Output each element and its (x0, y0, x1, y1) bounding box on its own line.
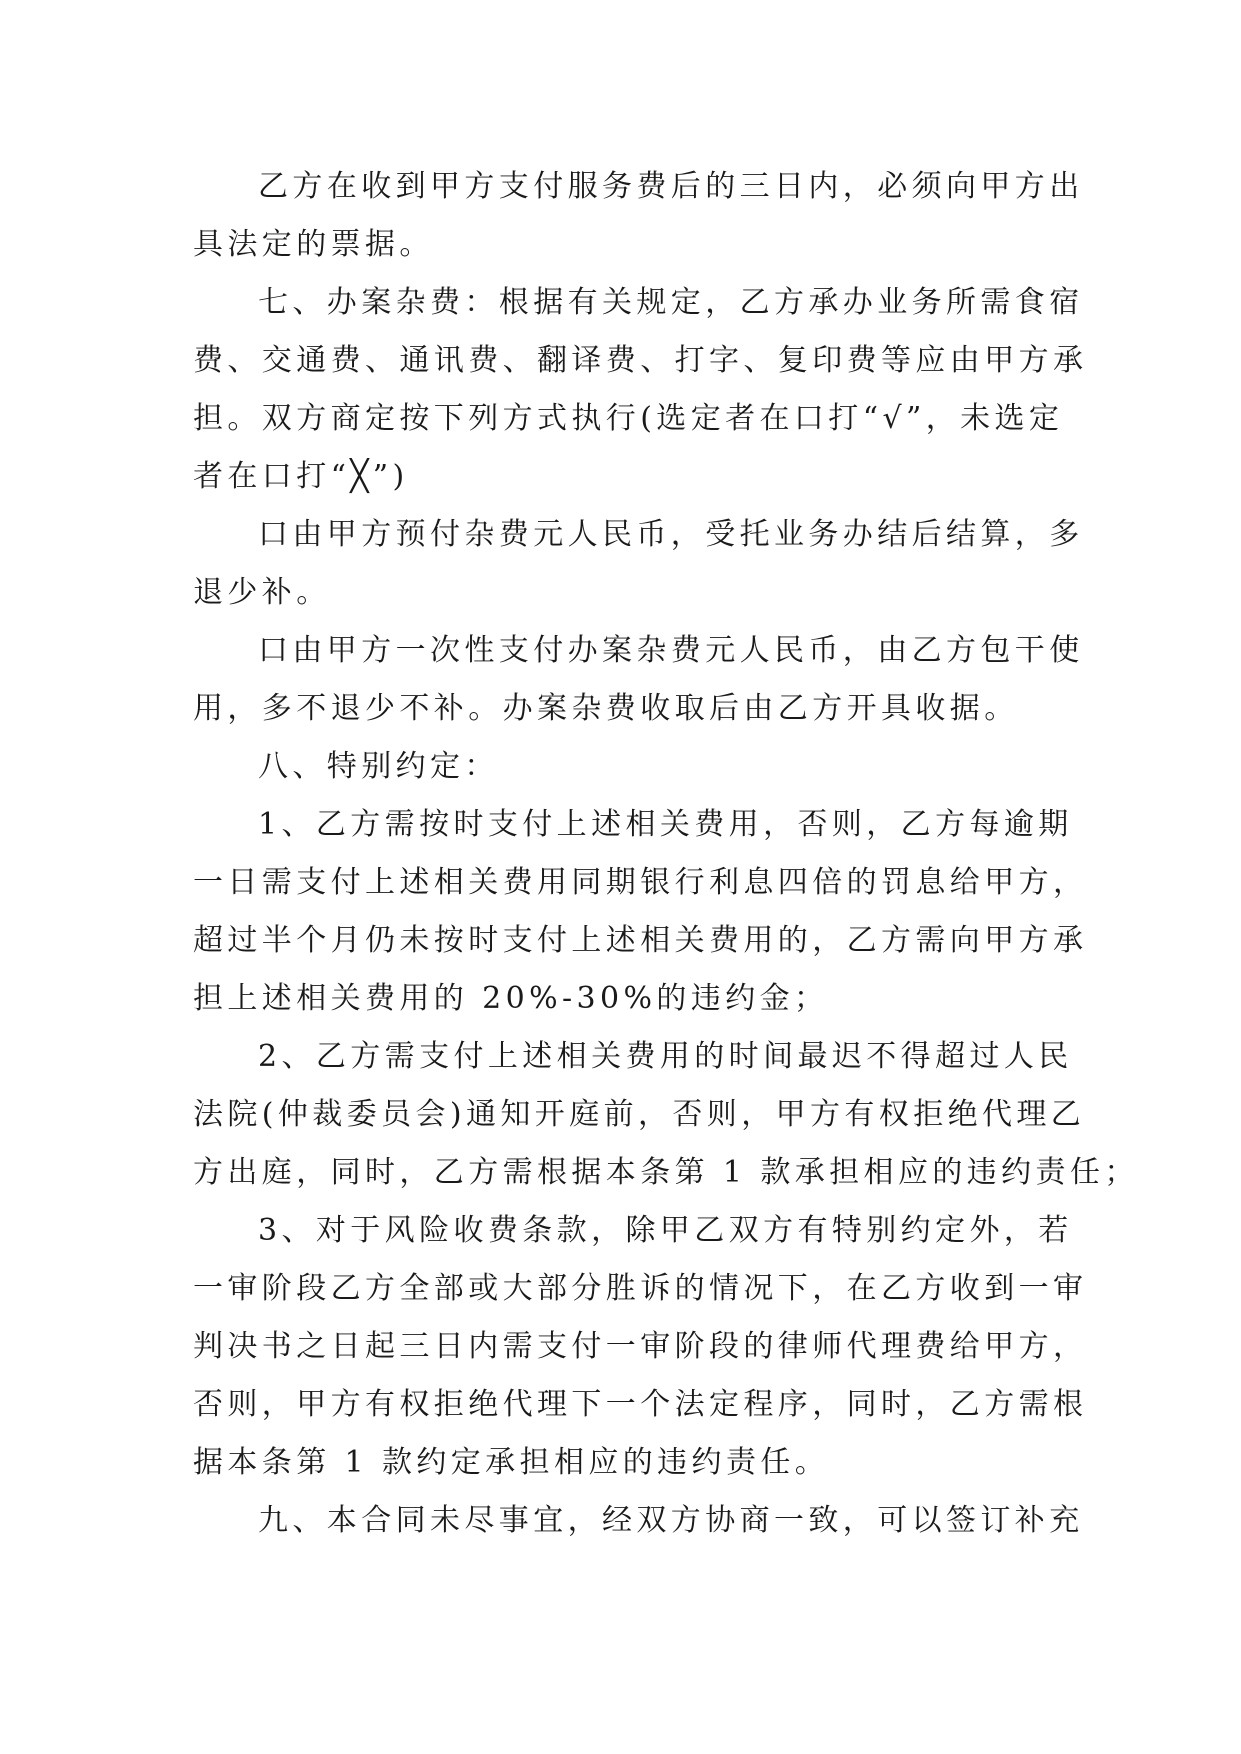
item-3-line: 3、对于风险收费条款，除甲乙双方有特别约定外，若 (258, 1213, 1073, 1248)
clause-8-heading-line: 八、特别约定： (258, 749, 499, 784)
paragraph-line: 否则，甲方有权拒绝代理下一个法定程序，同时，乙方需根 (193, 1387, 1088, 1422)
paragraph-line: 担。双方商定按下列方式执行(选定者在口打“√”，未选定 (193, 401, 1064, 436)
paragraph-line: 乙方在收到甲方支付服务费后的三日内，必须向甲方出 (258, 169, 1084, 204)
paragraph-line: 者在口打“╳”) (193, 459, 409, 494)
paragraph-line: 退少补。 (193, 575, 331, 610)
item-2-line: 2、乙方需支付上述相关费用的时间最迟不得超过人民 (258, 1039, 1073, 1074)
paragraph-line: 方出庭，同时，乙方需根据本条第 1 款承担相应的违约责任； (193, 1155, 1139, 1190)
paragraph-line: 法院(仲裁委员会)通知开庭前，否则，甲方有权拒绝代理乙 (193, 1097, 1086, 1132)
paragraph-line: 担上述相关费用的 20%-30%的违约金； (193, 981, 829, 1016)
option-1-line: 口由甲方预付杂费元人民币，受托业务办结后结算，多 (258, 517, 1084, 552)
paragraph-line: 一审阶段乙方全部或大部分胜诉的情况下，在乙方收到一审 (193, 1271, 1088, 1306)
paragraph-line: 具法定的票据。 (193, 227, 434, 262)
paragraph-line: 据本条第 1 款约定承担相应的违约责任。 (193, 1445, 830, 1480)
paragraph-line: 判决书之日起三日内需支付一审阶段的律师代理费给甲方， (193, 1329, 1088, 1364)
paragraph-line: 费、交通费、通讯费、翻译费、打字、复印费等应由甲方承 (193, 343, 1088, 378)
paragraph-line: 用，多不退少不补。办案杂费收取后由乙方开具收据。 (193, 691, 1019, 726)
option-2-line: 口由甲方一次性支付办案杂费元人民币，由乙方包干使 (258, 633, 1084, 668)
item-1-line: 1、乙方需按时支付上述相关费用，否则，乙方每逾期 (258, 807, 1073, 842)
clause-9-heading-line: 九、本合同未尽事宜，经双方协商一致，可以签订补充 (258, 1503, 1084, 1538)
paragraph-line: 一日需支付上述相关费用同期银行利息四倍的罚息给甲方， (193, 865, 1088, 900)
clause-7-heading-line: 七、办案杂费：根据有关规定，乙方承办业务所需食宿 (258, 285, 1084, 320)
paragraph-line: 超过半个月仍未按时支付上述相关费用的，乙方需向甲方承 (193, 923, 1088, 958)
